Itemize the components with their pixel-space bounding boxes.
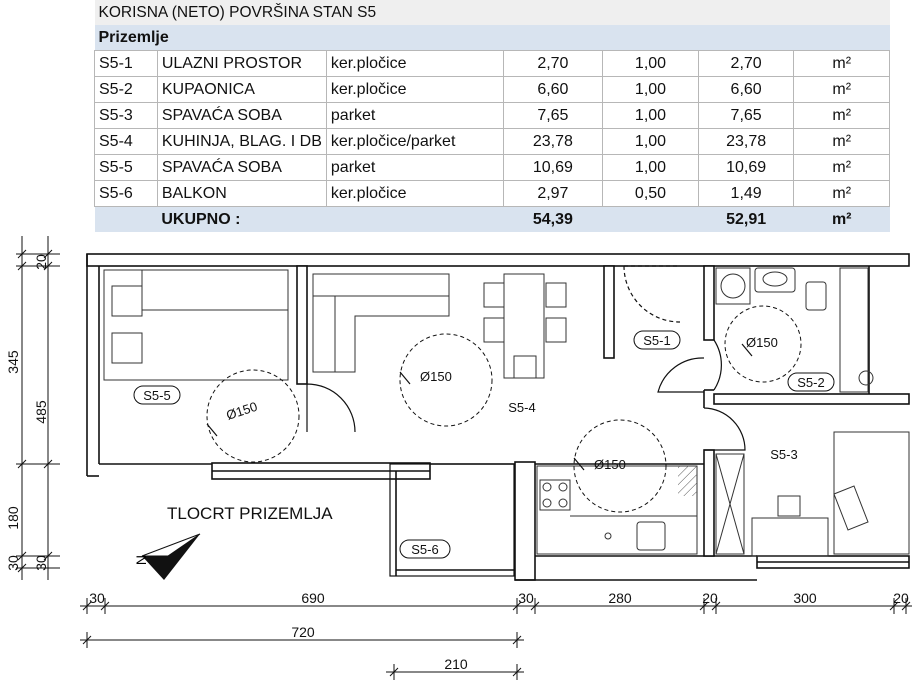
dim-left-345: 345 bbox=[5, 350, 21, 374]
total-label: UKUPNO : bbox=[157, 207, 326, 233]
row-unit: m² bbox=[794, 51, 890, 77]
row-area: 2,97 bbox=[503, 181, 603, 207]
row-unit: m² bbox=[794, 129, 890, 155]
room-label-s5-4: S5-4 bbox=[508, 400, 536, 415]
wall-kitchen-west bbox=[515, 462, 535, 580]
dim-left-485: 485 bbox=[33, 400, 49, 424]
row-coef: 1,00 bbox=[603, 129, 699, 155]
row-floor: ker.pločice bbox=[326, 181, 503, 207]
table-row bbox=[95, 181, 890, 207]
table-row bbox=[95, 51, 890, 77]
dim-bottom-20b: 20 bbox=[893, 590, 909, 606]
dim-bottom-300: 300 bbox=[793, 590, 817, 606]
row-floor: parket bbox=[326, 155, 503, 181]
row-coef: 1,00 bbox=[603, 155, 699, 181]
total-unit: m² bbox=[794, 207, 890, 233]
table-row bbox=[95, 77, 890, 103]
row-floor: ker.pločice/parket bbox=[326, 129, 503, 155]
dim-bottom-690: 690 bbox=[301, 590, 325, 606]
dimensions-bottom bbox=[80, 598, 912, 680]
dimension-labels-left bbox=[5, 254, 49, 571]
row-id: S5-5 bbox=[95, 155, 158, 181]
section-label: Prizemlje bbox=[95, 25, 890, 51]
wall-1-2 bbox=[704, 266, 714, 340]
north-arrow bbox=[133, 534, 200, 580]
row-id: S5-6 bbox=[95, 181, 158, 207]
table-title-row bbox=[95, 0, 890, 25]
walls bbox=[87, 254, 909, 580]
diameter-markers bbox=[207, 344, 752, 470]
row-area: 7,65 bbox=[503, 103, 603, 129]
row-name: KUPAONICA bbox=[157, 77, 326, 103]
row-unit: m² bbox=[794, 155, 890, 181]
row-unit: m² bbox=[794, 77, 890, 103]
wall-2-3 bbox=[714, 394, 909, 404]
dim-left-180: 180 bbox=[5, 506, 21, 530]
diameter-label-s5-4: Ø150 bbox=[420, 369, 452, 384]
north-label: N bbox=[133, 554, 149, 566]
room-label-s5-3: S5-3 bbox=[770, 447, 798, 462]
floor-plan bbox=[0, 236, 919, 690]
table-row bbox=[95, 103, 890, 129]
table-row bbox=[95, 155, 890, 181]
row-floor: parket bbox=[326, 103, 503, 129]
row-net: 1,49 bbox=[698, 181, 794, 207]
table-row bbox=[95, 129, 890, 155]
door-entrance bbox=[624, 266, 680, 322]
row-area: 10,69 bbox=[503, 155, 603, 181]
row-name: BALKON bbox=[157, 181, 326, 207]
door-s5-1 bbox=[658, 358, 704, 392]
table-total-row bbox=[95, 207, 890, 233]
wall-3-4 bbox=[704, 450, 714, 556]
row-net: 7,65 bbox=[698, 103, 794, 129]
room-label-s5-6: S5-6 bbox=[411, 542, 439, 557]
door-s5-2 bbox=[714, 340, 721, 390]
row-area: 2,70 bbox=[503, 51, 603, 77]
total-area: 54,39 bbox=[503, 207, 603, 233]
dim-left-20: 20 bbox=[33, 254, 49, 270]
total-net: 52,91 bbox=[698, 207, 794, 233]
row-name: ULAZNI PROSTOR bbox=[157, 51, 326, 77]
dim-bottom-720: 720 bbox=[291, 624, 315, 640]
row-net: 10,69 bbox=[698, 155, 794, 181]
row-id: S5-4 bbox=[95, 129, 158, 155]
bed-s5-3 bbox=[834, 432, 909, 554]
plan-title: TLOCRT PRIZEMLJA bbox=[167, 504, 333, 523]
dimension-labels-bottom bbox=[89, 590, 909, 672]
sofa bbox=[313, 274, 449, 372]
dim-bottom-30a: 30 bbox=[89, 590, 105, 606]
row-id: S5-1 bbox=[95, 51, 158, 77]
dim-bottom-280: 280 bbox=[608, 590, 632, 606]
diameter-label-s5-2: Ø150 bbox=[746, 335, 778, 350]
row-coef: 1,00 bbox=[603, 77, 699, 103]
row-name: SPAVAĆA SOBA bbox=[157, 103, 326, 129]
row-net: 23,78 bbox=[698, 129, 794, 155]
wall-5-4 bbox=[297, 266, 307, 384]
diameter-label-kitchen: Ø150 bbox=[594, 457, 626, 472]
dim-bottom-20: 20 bbox=[702, 590, 718, 606]
door-s5-3 bbox=[704, 408, 745, 450]
dim-left-30: 30 bbox=[5, 555, 21, 571]
row-unit: m² bbox=[794, 181, 890, 207]
row-id: S5-3 bbox=[95, 103, 158, 129]
table-section-row bbox=[95, 25, 890, 51]
north-wall bbox=[87, 254, 909, 266]
room-label-s5-1: S5-1 bbox=[643, 333, 671, 348]
table-rows bbox=[95, 51, 890, 207]
row-name: KUHINJA, BLAG. I DB bbox=[157, 129, 326, 155]
row-net: 6,60 bbox=[698, 77, 794, 103]
row-area: 23,78 bbox=[503, 129, 603, 155]
row-name: SPAVAĆA SOBA bbox=[157, 155, 326, 181]
row-coef: 1,00 bbox=[603, 103, 699, 129]
door-5-5 bbox=[307, 384, 355, 432]
row-unit: m² bbox=[794, 103, 890, 129]
row-area: 6,60 bbox=[503, 77, 603, 103]
toilet bbox=[806, 282, 826, 310]
row-net: 2,70 bbox=[698, 51, 794, 77]
room-label-s5-2: S5-2 bbox=[797, 375, 825, 390]
row-coef: 0,50 bbox=[603, 181, 699, 207]
dining-table bbox=[504, 274, 544, 378]
doors bbox=[307, 266, 745, 450]
row-coef: 1,00 bbox=[603, 51, 699, 77]
dim-left-30b: 30 bbox=[33, 555, 49, 571]
room-label-s5-5: S5-5 bbox=[143, 388, 171, 403]
area-table bbox=[94, 0, 890, 232]
balcony bbox=[390, 464, 514, 576]
row-floor: ker.pločice bbox=[326, 77, 503, 103]
dim-bottom-210: 210 bbox=[444, 656, 468, 672]
desk bbox=[752, 518, 828, 556]
table-title: KORISNA (NETO) POVRŠINA STAN S5 bbox=[95, 0, 890, 25]
wall-4-1 bbox=[604, 266, 614, 358]
diameter-label-s5-5: Ø150 bbox=[224, 398, 260, 423]
row-id: S5-2 bbox=[95, 77, 158, 103]
room-labels bbox=[134, 331, 834, 558]
dim-bottom-30b: 30 bbox=[518, 590, 534, 606]
shower bbox=[840, 268, 868, 392]
row-floor: ker.pločice bbox=[326, 51, 503, 77]
